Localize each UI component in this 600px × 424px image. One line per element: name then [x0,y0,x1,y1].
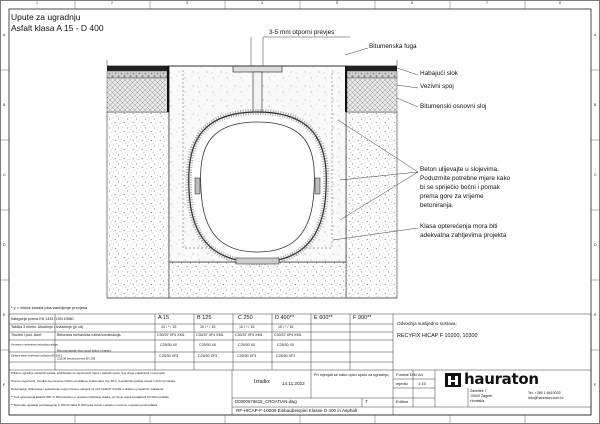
row2-d400: C30/37 XF4 XM1 [274,333,302,337]
product-name: RECYFIX HICAP F 10200, 10300 [397,333,478,339]
row1-c250: 10 / * / 15 [239,325,255,329]
date-value: 14.11.2022 [282,381,305,386]
frame-row-e: E [3,313,6,317]
class-f900: F 900** [353,315,372,321]
row2-label: Tlocrtni i pod. tlocrt [11,333,42,337]
footnote: * y = visina kanala plus zaobljenje prevjesa [11,305,88,310]
row4-label: Zahtjevi klase izloženosti sukladno EN 206-1 [11,354,63,358]
company-address-1: Zaveitek 7 [470,389,487,393]
class-b125: B 125 [197,315,212,321]
hauraton-logo-mark [445,373,461,387]
row4-b125: C25/30 XF3 [198,354,218,358]
base-course-left [107,112,169,298]
note-5: ** Betonske ugradnje pod kategorije C 250 do klase D 400 treba izvesti u skladu s normom i uputama proizvođača. [11,403,158,407]
label-binder-course: Vezivni spoj [420,83,454,90]
frame-row-d-right: D [594,243,597,247]
class-c250: C 250 [238,315,253,321]
frame-row-a-right: A [594,33,597,37]
row3-c250: C25/30 X0 [238,343,255,347]
frame-row-b: B [3,103,6,107]
grating-frame [233,66,282,72]
wearing-course-left-light [107,71,169,78]
frame-col-2: 2 [111,1,113,5]
frame-row-b-right: B [594,103,597,107]
frame-col-3: 3 [186,1,188,5]
row3-b125: C25/30 X0 [199,343,216,347]
row1-d400: 10 / * / 15 [278,325,294,329]
side-clip-right [315,178,320,194]
format-value: A4 [418,372,423,377]
row4-c250: C25/30 XF3 [237,354,257,358]
note-1: Prilikom ugradnje odvodnih kanala, pridržavajte se sigurnosnih mjera i zadanih uputa. Sve druge pojedinosti u ovoj uputi. [11,371,166,375]
frame-col-1: 1 [36,1,38,5]
note-4: ** Kod opterećenja klasa E 600 i F 900 potrebno je posebno ispitivanje statike, pri čemu uvijek kontaktirati tehničku podršku. [11,395,170,399]
class-e600: E 600** [314,315,333,321]
binder-course-left [107,78,169,112]
base-course-bottom [169,262,346,298]
label-base-course: Bitumenski osnovni sloj [420,103,487,110]
frame-col-4: 4 [261,1,263,5]
label-wearing-course: Habajući slok [420,70,459,77]
company-address-2: 10000 Zagreb [470,394,493,398]
side-clip-left [195,178,200,194]
label-bitumen-joint: Bitumenska fuga [369,43,417,50]
frame-row-f-right: F [594,383,597,387]
note-3: Deformacija, oblikovanje i opterećenje mogu iznimno odstupiti od ovih zadanih izvedbi, u skladu s projektnim odlukama. [11,387,164,391]
wearing-course-left [107,66,169,71]
frame-col-6: 6 [411,1,413,5]
check-note: Pri mjenjati se nabo opću uputu za ugradnju. [314,373,390,377]
concrete-note-4: prema gore za vrijeme [420,193,484,200]
frame-col-8: 8 [559,1,561,5]
cross-section [107,66,397,298]
scale-value: 1:15 [418,381,426,386]
row3-label: Armirana i nearmirana betonska podloga [11,343,58,347]
row4-a15: C25/30 XF3 [159,354,179,358]
concrete-note-1: Beton ulijevajte u slojevima. [420,166,499,173]
company-email: info@hauraton.com.hr [528,396,564,400]
frame-row-e-right: E [594,313,597,317]
frame-col-5: 5 [336,1,338,5]
load-note-2: adekvatna zahtjevima projekta [420,232,507,239]
scale-label: mjerilo [396,381,408,386]
format-label: Format DIN [396,372,417,377]
drawing-caption: RF-HICAP-F-10200 Einbaubeispiel Klasse D 400 in Asphalt [236,408,358,413]
company-phone: Tel. +385 1 6610033 [528,391,561,395]
class-d400: D 400** [275,315,294,321]
channel-body-inner [201,122,315,252]
date-label: Izradio: [254,379,271,385]
title-line-2: Asfalt klasa A 15 - D 400 [11,23,104,33]
row1-b125: 10 / * / 15 [200,325,216,329]
hauraton-logo: hauraton [464,370,539,388]
row2-sublabel: Betonska mehanička rubna konstrukcija [57,333,121,337]
load-note-1: Klasa opterećenja mora biti [420,223,498,230]
frame-col-7: 7 [486,1,488,5]
concrete-note-2: Poduzmite potrebne mjere kako [420,175,511,182]
edition-label: Edition [396,399,409,404]
row3-a15: C25/30 X0 [160,343,177,347]
sheet-number: 7 [365,399,368,404]
row1-a15: 10 / * / 15 [161,325,177,329]
frame-row-a: A [3,33,6,37]
order-label: Odvodnja suslijedno sustava: [397,321,457,326]
row4-sublabel: C25/30 betona prema EN 206 [57,357,96,361]
row1-label: Tablica 3 minim. Ubočenje / Izvlačenje (je od) [11,325,84,329]
company-address-3: Hrvatska [470,399,485,403]
frame-row-c-right: C [594,173,597,177]
frame-row-d: D [3,243,6,247]
note-2: Prema mogućnosti, izvedba za prometne dužine predviđene maksimalno 2-ju 48 m, koordinirati gradnju uzevši u obzir tip kanala. [11,379,176,383]
frame-row-c: C [3,173,6,177]
wearing-course-right-light [346,71,397,78]
table-header-label: Kategorije prema EN 1433 / DIN 19580 [11,317,74,321]
label-gap: 3-5 mm otporni prevjes [269,29,335,36]
title-line-1: Upute za ugradnju [11,12,81,22]
row2-a15: C30/37 XF4 XM1 [157,333,185,337]
bitumen-joint-left [167,66,169,112]
frame-row-f: F [3,383,6,387]
row3-sublabel: Mat.navnatanje sloju ispod kulice u kanaru [57,349,112,353]
concrete-note-5: betoniranja. [420,202,454,209]
row2-b125: C30/37 XF4 XM1 [196,333,224,337]
drawing-number: D0000676615_CROATIAN.dwg [235,399,297,404]
wearing-course-right [346,66,397,71]
row4-d400: C25/30 XF3 [276,354,296,358]
binder-course-right [346,78,397,112]
row3-d400: C25/30 X0 [277,343,294,347]
base-foot [236,258,279,264]
concrete-note-3: bi se spriječio bočni i pomak [420,184,500,191]
bitumen-joint-right [345,66,347,112]
row2-c250: C30/37 XF4 XM1 [235,333,263,337]
class-a15: A 15 [158,315,170,321]
base-course-right [346,112,397,298]
